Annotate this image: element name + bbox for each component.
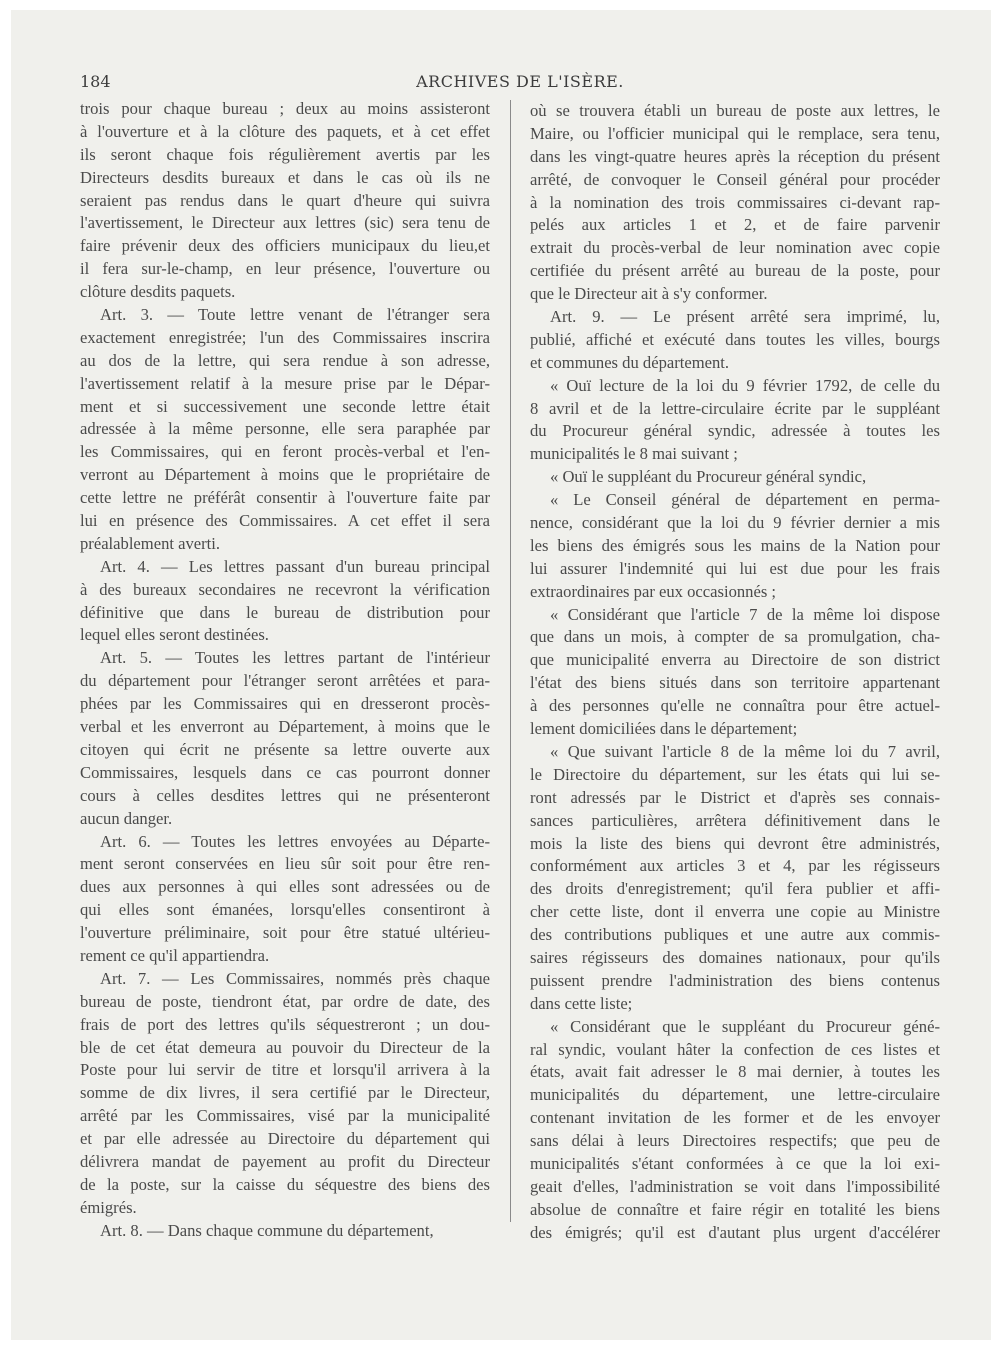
text-line: ils seront chaque fois régulièrement avertis par les	[80, 144, 490, 164]
text-line: Art. 6. — Toutes les lettres envoyées au Départe-	[100, 831, 490, 851]
text-line: municipalités du département, une lettre-circulaire	[530, 1085, 940, 1105]
text-line: les Commissaires, qui en feront procès-verbal et l'en-	[80, 442, 490, 462]
text-line: le Directoire du département, sur les états qui lui se-	[530, 764, 940, 784]
running-title: ARCHIVES DE L'ISÈRE.	[416, 72, 624, 91]
text-line: extrait du procès-verbal de leur nomination avec copie	[530, 238, 940, 258]
text-line: Art. 7. — Les Commissaires, nommés près chaque	[100, 968, 490, 988]
text-line: et par elle adressée au Directoire du département qui	[80, 1129, 490, 1149]
text-line: nence, considérant que la loi du 9 février dernier a mis	[530, 513, 940, 533]
text-line: citoyen qui écrit ne présente sa lettre ouverte aux	[80, 739, 490, 759]
text-line: extraordinaires par eux occasionnés ;	[530, 581, 777, 601]
text-line: Art. 9. — Le présent arrêté sera imprimé, lu,	[550, 307, 940, 327]
text-line: émigrés.	[80, 1197, 137, 1217]
text-line: verront au Département à moins que le propriétaire de	[80, 465, 490, 485]
text-line: l'ouverture préliminaire, soit pour être statué ultérieu-	[80, 923, 490, 943]
text-line: ment et si successivement une seconde lettre était	[80, 396, 490, 416]
text-line: municipalités le 8 mai suivant ;	[530, 444, 738, 464]
text-line: faire prévenir deux des officiers municipaux du lieu,et	[80, 236, 490, 256]
text-line: Art. 4. — Les lettres passant d'un bureau principal	[100, 556, 490, 576]
text-line: lui en présence des Commissaires. A cet effet il sera	[80, 511, 490, 531]
text-line: des émigrés; qu'il est d'autant plus urgent d'accélérer	[530, 1222, 940, 1242]
text-line: il fera sur-le-champ, en leur présence, l'ouverture ou	[80, 259, 490, 279]
text-line: l'avertissement, le Directeur aux lettres (sic) sera tenu de	[80, 213, 490, 233]
text-line: mois la liste des biens qui devront être administrés,	[530, 833, 940, 853]
text-line: aucun danger.	[80, 808, 173, 828]
text-line: à des bureaux secondaires ne recevront la vérification	[80, 579, 490, 599]
text-line: dans les vingt-quatre heures après la réception du présent	[530, 146, 940, 166]
text-line: clôture desdits paquets.	[80, 282, 236, 302]
text-line: Commissaires, lesquels dans ce cas pourront donner	[80, 762, 490, 782]
text-line: lement domiciliées dans le département;	[530, 719, 798, 739]
text-line: frais de port des lettres qu'ils séquestreront ; un dou-	[80, 1014, 490, 1034]
text-line: « Considérant que l'article 7 de la même loi dispose	[550, 604, 940, 624]
text-line: puissent prendre l'administration des biens contenus	[530, 970, 940, 990]
text-line: cher cette liste, dont il enverra une copie au Ministre	[530, 902, 940, 922]
text-line: « Le Conseil général de département en perma-	[550, 490, 940, 510]
text-line: arrêté par les Commissaires, visé par la municipalité	[80, 1106, 490, 1126]
text-line: Art. 5. — Toutes les lettres partant de l'intérieur	[100, 648, 490, 668]
text-line: cette lettre ne préférât consentir à l'ouverture faite par	[80, 488, 490, 508]
text-line: états, avait fait adresser le 8 mai dernier, à toutes les	[530, 1062, 940, 1082]
text-line: lequel elles seront destinées.	[80, 625, 269, 645]
text-line: au dos de la lettre, qui sera rendue à son adresse,	[80, 350, 490, 370]
text-line: ment seront conservées en lieu sûr soit pour être ren-	[80, 854, 490, 874]
page-header	[80, 72, 960, 98]
text-line: 8 avril et de la lettre-circulaire écrite par le suppléant	[530, 398, 940, 418]
text-line: exactement enregistrée; l'un des Commissaires inscrira	[80, 327, 490, 347]
text-line: somme de dix livres, il sera certifié par le Directeur,	[80, 1083, 490, 1103]
text-line: Art. 3. — Toute lettre venant de l'étranger sera	[100, 305, 490, 325]
text-line: publié, affiché et exécuté dans toutes les villes, bourgs	[530, 329, 940, 349]
text-line: à l'ouverture et à la clôture des paquets, et à cet effet	[80, 121, 490, 141]
text-line: définitive que dans le bureau de distribution pour	[80, 602, 490, 622]
text-line: conformément aux articles 3 et 4, par les régisseurs	[530, 856, 940, 876]
text-line: que municipalité enverra au Directoire de son district	[530, 650, 940, 670]
text-line: certifiée du présent arrêté au bureau de la poste, pour	[530, 261, 940, 281]
text-line: cours à celles desdites lettres qui ne présenteront	[80, 785, 490, 805]
text-line: et communes du département.	[530, 352, 730, 372]
text-line: ront adressés par le District et d'après ses connais-	[530, 787, 940, 807]
page-number: 184	[80, 72, 111, 91]
text-line: que dans un mois, à compter de sa promulgation, cha-	[530, 627, 940, 647]
text-line: « Que suivant l'article 8 de la même loi du 7 avril,	[550, 741, 940, 761]
text-line: absolue de connaître et faire régir en totalité les biens	[530, 1199, 940, 1219]
text-line: de la poste, sur la caisse du séquestre des biens des	[80, 1174, 490, 1194]
text-line: Maire, ou l'officier municipal qui le remplace, sera tenu,	[530, 123, 940, 143]
left-text-column	[80, 98, 490, 1243]
text-line: qui elles sont émanées, lorsqu'elles consentiront à	[80, 900, 490, 920]
text-line: l'avertissement relatif à la mesure prise par le Dépar-	[80, 373, 490, 393]
text-line: municipalités s'étant conformées à ce que la loi exi-	[530, 1153, 940, 1173]
text-line: ble de cet état demeura au pouvoir du Directeur de la	[80, 1037, 490, 1057]
text-line: verbal et les enverront au Département, à moins que le	[80, 717, 490, 737]
text-line: préalablement averti.	[80, 533, 221, 553]
text-line: contenant invitation de les former et de les envoyer	[530, 1108, 940, 1128]
text-line: geait d'elles, l'administration se voit dans l'impossibilité	[530, 1176, 940, 1196]
text-line: seraient pas rendus dans le quart d'heure qui suivra	[80, 190, 490, 210]
text-line: trois pour chaque bureau ; deux au moins assisteront	[80, 99, 490, 118]
column-divider	[510, 100, 511, 1222]
text-line: pelés aux articles 1 et 2, et de faire parvenir	[530, 215, 940, 235]
text-line: lui assurer l'indemnité qui lui est due pour les frais	[530, 558, 940, 578]
text-line: Poste pour lui servir de titre et lorsqu'il arrivera à la	[80, 1060, 490, 1080]
text-line: les biens des émigrés sous les mains de la Nation pour	[530, 535, 940, 555]
text-line: délivrera mandat de payement au profit du Directeur	[80, 1151, 490, 1171]
text-line: saires régisseurs des domaines nationaux, pour qu'ils	[530, 947, 940, 967]
text-line: que le Directeur ait à s'y conformer.	[530, 284, 768, 304]
text-line: adressée à la même personne, elle sera paraphée par	[80, 419, 490, 439]
text-line: dues aux personnes à qui elles sont adressées ou de	[80, 877, 490, 897]
text-line: bureau de poste, tiendront état, par ordre de date, des	[80, 991, 490, 1011]
text-line: sans délai à leurs Directoires respectifs; que peu de	[530, 1131, 940, 1151]
text-line: arrêté, de convoquer le Conseil général pour procéder	[530, 169, 940, 189]
text-line: « Considérant que le suppléant du Procureur géné-	[550, 1016, 940, 1036]
text-line: dans cette liste;	[530, 993, 633, 1013]
text-line: des droits d'enregistrement; qu'il fera publier et affi-	[530, 879, 940, 899]
text-line: à des personnes qu'elle ne connaîtra pour être actuel-	[530, 696, 940, 716]
text-line: Art. 8. — Dans chaque commune du département,	[100, 1220, 434, 1240]
right-text-column	[530, 100, 940, 1245]
text-line: rement ce qu'il appartiendra.	[80, 945, 270, 965]
text-line: sances particulières, arrêtera définitivement dans le	[530, 810, 940, 830]
text-line: l'état des biens situés dans son territoire appartenant	[530, 673, 940, 693]
text-line: Directeurs desdits bureaux et dans le cas où ils ne	[80, 167, 490, 187]
text-line: ral syndic, voulant hâter la confection de ces listes et	[530, 1039, 940, 1059]
text-line: du Procureur général syndic, adressée à toutes les	[530, 421, 940, 441]
text-line: « Ouï le suppléant du Procureur général syndic,	[550, 467, 867, 487]
text-line: phées par les Commissaires qui en dresseront procès-	[80, 694, 490, 714]
text-line: « Ouï lecture de la loi du 9 février 1792, de celle du	[550, 375, 940, 395]
text-line: du département pour l'étranger seront arrêtées et para-	[80, 671, 490, 691]
text-line: des contributions publiques et une autre aux commis-	[530, 925, 940, 945]
text-line: à la nomination des trois commissaires ci-devant rap-	[530, 192, 940, 212]
text-line: où se trouvera établi un bureau de poste aux lettres, le	[530, 101, 940, 120]
